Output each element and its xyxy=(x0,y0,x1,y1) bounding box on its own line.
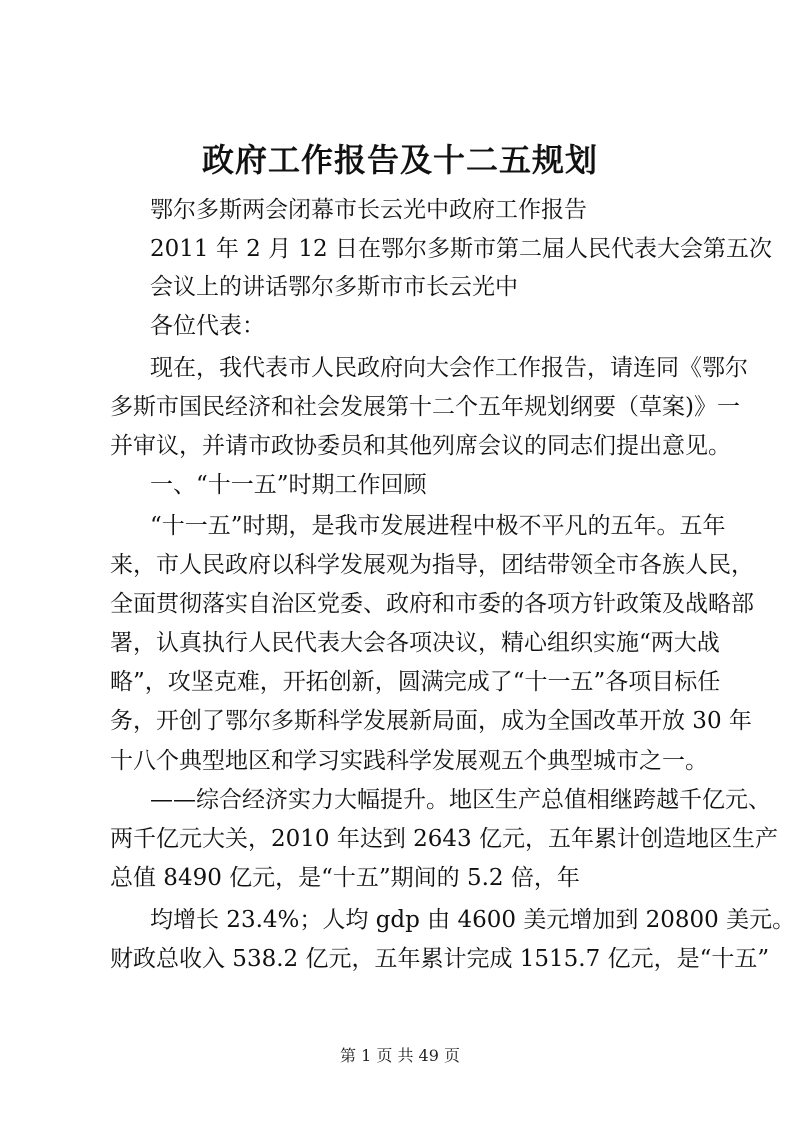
body-line-17: 两千亿元大关，2010 年达到 2643 亿元，五年累计创造地区生产 xyxy=(110,826,778,852)
body-line-5: 现在，我代表市人民政府向大会作工作报告，请连同《鄂尔 xyxy=(150,355,748,381)
page-number-footer: 第 1 页 共 49 页 xyxy=(340,1046,460,1065)
body-line-19: 均增长 23.4%；人均 gdp 由 4600 美元增加到 20800 美元。 xyxy=(150,907,796,933)
body-line-3: 会议上的讲话鄂尔多斯市市长云光中 xyxy=(150,274,518,300)
body-line-12: 署，认真执行人民代表大会各项决议，精心组织实施“两大战 xyxy=(110,630,720,656)
body-line-14: 务，开创了鄂尔多斯科学发展新局面，成为全国改革开放 30 年 xyxy=(110,708,752,734)
body-line-10: 来，市人民政府以科学发展观为指导，团结带领全市各族人民， xyxy=(110,552,754,578)
body-line-20: 财政总收入 538.2 亿元，五年累计完成 1515.7 亿元，是“十五” xyxy=(110,946,770,972)
body-line-18: 总值 8490 亿元，是“十五”期间的 5.2 倍，年 xyxy=(110,865,580,891)
body-line-11: 全面贯彻落实自治区党委、政府和市委的各项方针政策及战略部 xyxy=(110,591,754,617)
section-heading-1: 一、“十一五”时期工作回顾 xyxy=(150,472,427,498)
body-line-13: 略”，攻坚克难，开拓创新，圆满完成了“十一五”各项目标任 xyxy=(110,669,721,695)
body-line-4: 各位代表： xyxy=(150,313,265,339)
document-title: 政府工作报告及十二五规划 xyxy=(201,141,598,179)
body-line-6: 多斯市国民经济和社会发展第十二个五年规划纲要（草案)》一 xyxy=(110,394,740,420)
body-line-2: 2011 年 2 月 12 日在鄂尔多斯市第二届人民代表大会第五次 xyxy=(150,236,772,262)
body-line-1: 鄂尔多斯两会闭幕市长云光中政府工作报告 xyxy=(150,197,587,223)
body-line-9: “十一五”时期，是我市发展进程中极不平凡的五年。五年 xyxy=(150,513,726,539)
body-line-7: 并审议，并请市政协委员和其他列席会议的同志们提出意见。 xyxy=(110,433,731,459)
body-line-15: 十八个典型地区和学习实践科学发展观五个典型城市之一。 xyxy=(110,748,708,774)
body-line-16: ——综合经济实力大幅提升。地区生产总值相继跨越千亿元、 xyxy=(150,787,771,813)
